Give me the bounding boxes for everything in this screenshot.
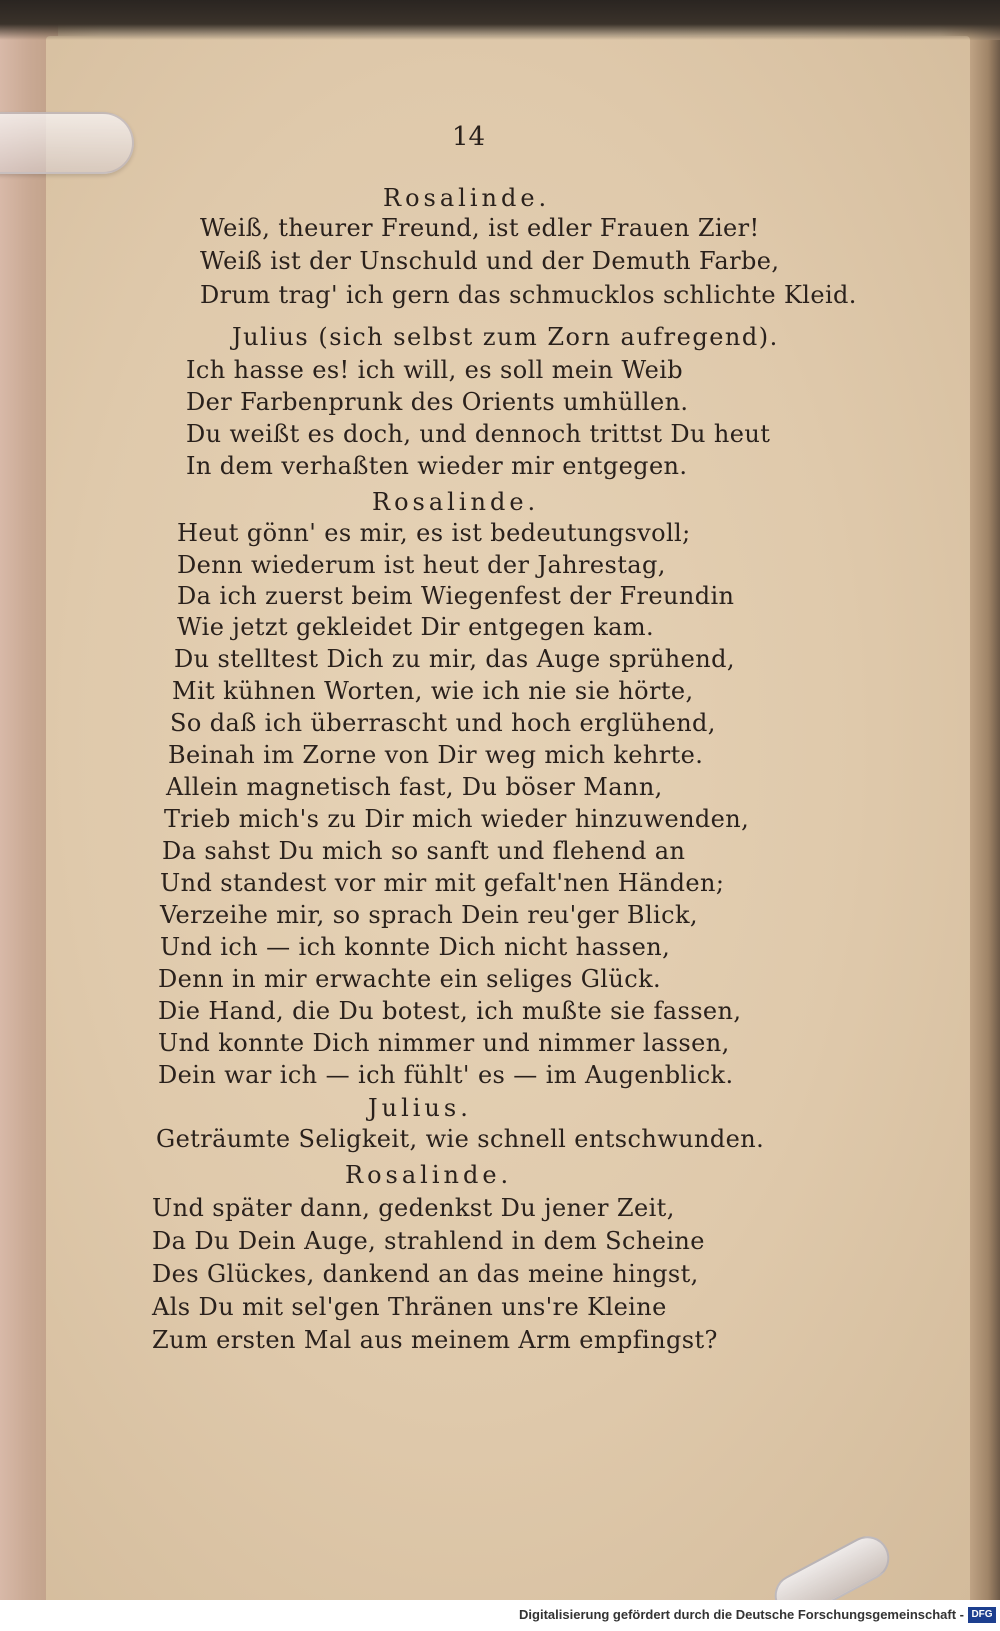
verse-line: Weiß ist der Unschuld und der Demuth Farbe,: [200, 247, 780, 275]
verse-line: Trieb mich's zu Dir mich wieder hinzuwenden,: [164, 805, 750, 833]
speaker-name: Julius (sich selbst zum Zorn aufregend).: [232, 323, 779, 351]
verse-line: Da ich zuerst beim Wiegenfest der Freundin: [177, 582, 735, 610]
speaker-name: Rosalinde.: [383, 184, 551, 212]
verse-line: Der Farbenprunk des Orients umhüllen.: [186, 388, 689, 416]
verse-line: Mit kühnen Worten, wie ich nie sie hörte,: [172, 677, 694, 705]
verse-line: Du weißt es doch, und dennoch trittst Du heut: [186, 420, 771, 448]
speaker-name: Julius.: [368, 1094, 472, 1122]
verse-line: Und standest vor mir mit gefalt'nen Händen;: [160, 869, 725, 897]
verse-line: Und später dann, gedenkst Du jener Zeit,: [152, 1194, 675, 1222]
verse-line: Zum ersten Mal aus meinem Arm empfingst?: [152, 1326, 718, 1354]
footer-bar: [0, 1600, 1000, 1631]
verse-line: Des Glückes, dankend an das meine hingst,: [152, 1260, 699, 1288]
verse-line: Allein magnetisch fast, Du böser Mann,: [166, 773, 663, 801]
footer-credit: Digitalisierung gefördert durch die Deutsche Forschungsgemeinschaft -: [519, 1607, 964, 1622]
verse-line: Und konnte Dich nimmer und nimmer lassen,: [158, 1029, 730, 1057]
verse-line: Weiß, theurer Freund, ist edler Frauen Zier!: [200, 214, 760, 242]
verse-line: In dem verhaßten wieder mir entgegen.: [186, 452, 688, 480]
verse-line: Als Du mit sel'gen Thränen uns're Kleine: [152, 1293, 667, 1321]
verse-line: Du stelltest Dich zu mir, das Auge sprühend,: [174, 645, 735, 673]
verse-line: Da Du Dein Auge, strahlend in dem Scheine: [152, 1227, 705, 1255]
verse-line: Dein war ich — ich fühlt' es — im Augenblick.: [158, 1061, 734, 1089]
verse-line: Geträumte Seligkeit, wie schnell entschwunden.: [156, 1125, 765, 1153]
verse-line: Drum trag' ich gern das schmucklos schlichte Kleid.: [200, 281, 857, 309]
verse-line: Denn in mir erwachte ein seliges Glück.: [158, 965, 662, 993]
speaker-name: Rosalinde.: [345, 1161, 513, 1189]
verse-line: Heut gönn' es mir, es ist bedeutungsvoll;: [177, 519, 691, 547]
verse-line: Da sahst Du mich so sanft und flehend an: [162, 837, 686, 865]
verse-line: Denn wiederum ist heut der Jahrestag,: [177, 551, 666, 579]
verse-line: Verzeihe mir, so sprach Dein reu'ger Blick,: [160, 901, 698, 929]
verse-line: Ich hasse es! ich will, es soll mein Weib: [186, 356, 684, 384]
verse-line: Wie jetzt gekleidet Dir entgegen kam.: [177, 613, 655, 641]
page-number: 14: [452, 122, 486, 152]
verse-line: Beinah im Zorne von Dir weg mich kehrte.: [168, 741, 704, 769]
speaker-name: Rosalinde.: [372, 488, 540, 516]
dfg-logo: DFG: [968, 1607, 996, 1623]
verse-line: Die Hand, die Du botest, ich mußte sie fassen,: [158, 997, 742, 1025]
verse-line: So daß ich überrascht und hoch erglühend,: [170, 709, 716, 737]
verse-line: Und ich — ich konnte Dich nicht hassen,: [160, 933, 671, 961]
